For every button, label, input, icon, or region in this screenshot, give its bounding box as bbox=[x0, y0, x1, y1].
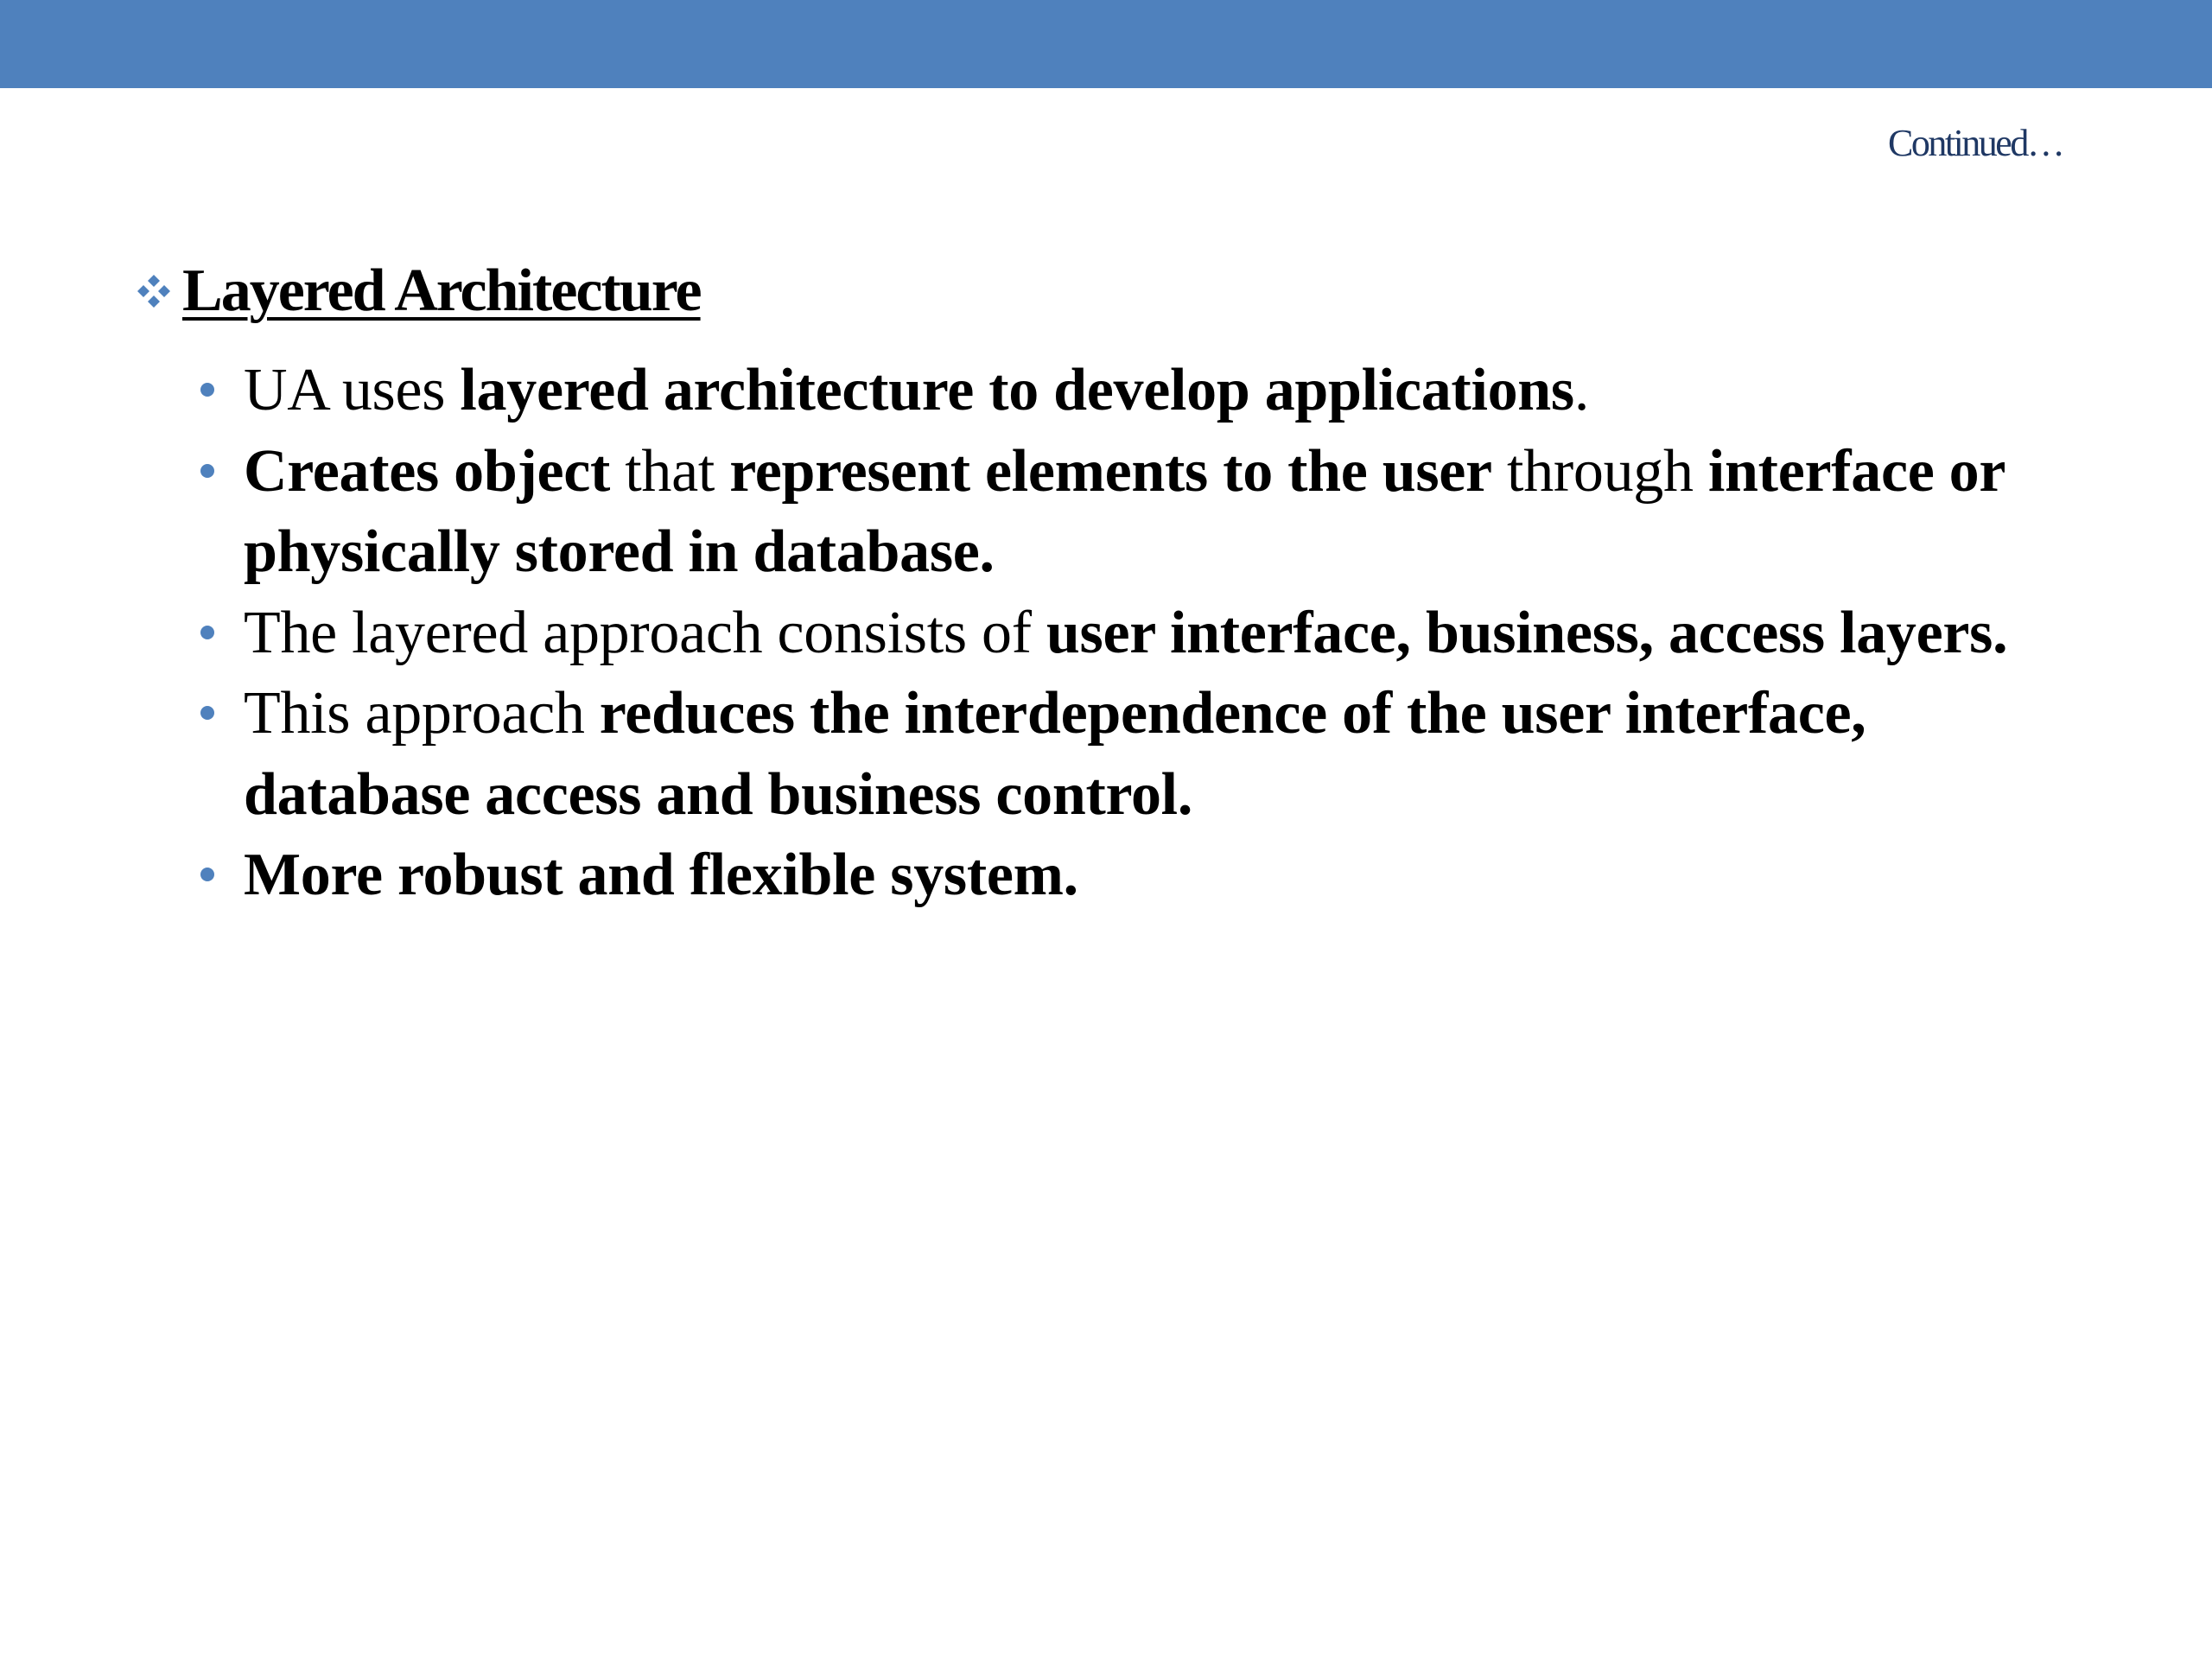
round-bullet-icon bbox=[200, 868, 214, 881]
text-segment-bold: interface or physically stored in database. bbox=[244, 437, 2005, 585]
bullet-point bbox=[200, 350, 2084, 431]
text-segment-bold: represent elements to the user bbox=[729, 437, 1492, 505]
title-band bbox=[0, 0, 2212, 88]
four-diamond-bullet-icon bbox=[134, 271, 174, 311]
text-segment: . bbox=[1573, 357, 1590, 423]
round-bullet-icon bbox=[200, 706, 214, 720]
text-segment: The layered approach consists of bbox=[244, 599, 1046, 666]
text-segment: This approach bbox=[244, 680, 600, 747]
text-segment: UA uses bbox=[244, 357, 461, 423]
text-segment-bold: user interface, business, access layers. bbox=[1046, 599, 2008, 666]
text-segment-bold: More robust and flexible system. bbox=[244, 842, 1078, 908]
text-segment-bold: Creates object bbox=[244, 437, 611, 505]
bullet-list bbox=[200, 350, 2084, 916]
round-bullet-icon bbox=[200, 383, 214, 397]
continued-label: Continued… bbox=[1888, 122, 2063, 164]
bullet-point bbox=[200, 593, 2084, 674]
text-segment-bold: reduces the interdependence of the user interface, database access and business control. bbox=[244, 680, 1866, 828]
round-bullet-icon bbox=[200, 626, 214, 639]
bullet-point bbox=[200, 673, 2084, 835]
round-bullet-icon bbox=[200, 464, 214, 478]
text-segment: that bbox=[610, 437, 730, 505]
text-segment: through bbox=[1491, 437, 1708, 505]
text-segment-bold: layered architecture to develop applications bbox=[460, 357, 1574, 423]
bullet-point bbox=[200, 835, 2084, 916]
heading-text: Layered Architecture bbox=[182, 257, 701, 324]
section-heading bbox=[134, 256, 701, 327]
bullet-point bbox=[200, 431, 2084, 593]
